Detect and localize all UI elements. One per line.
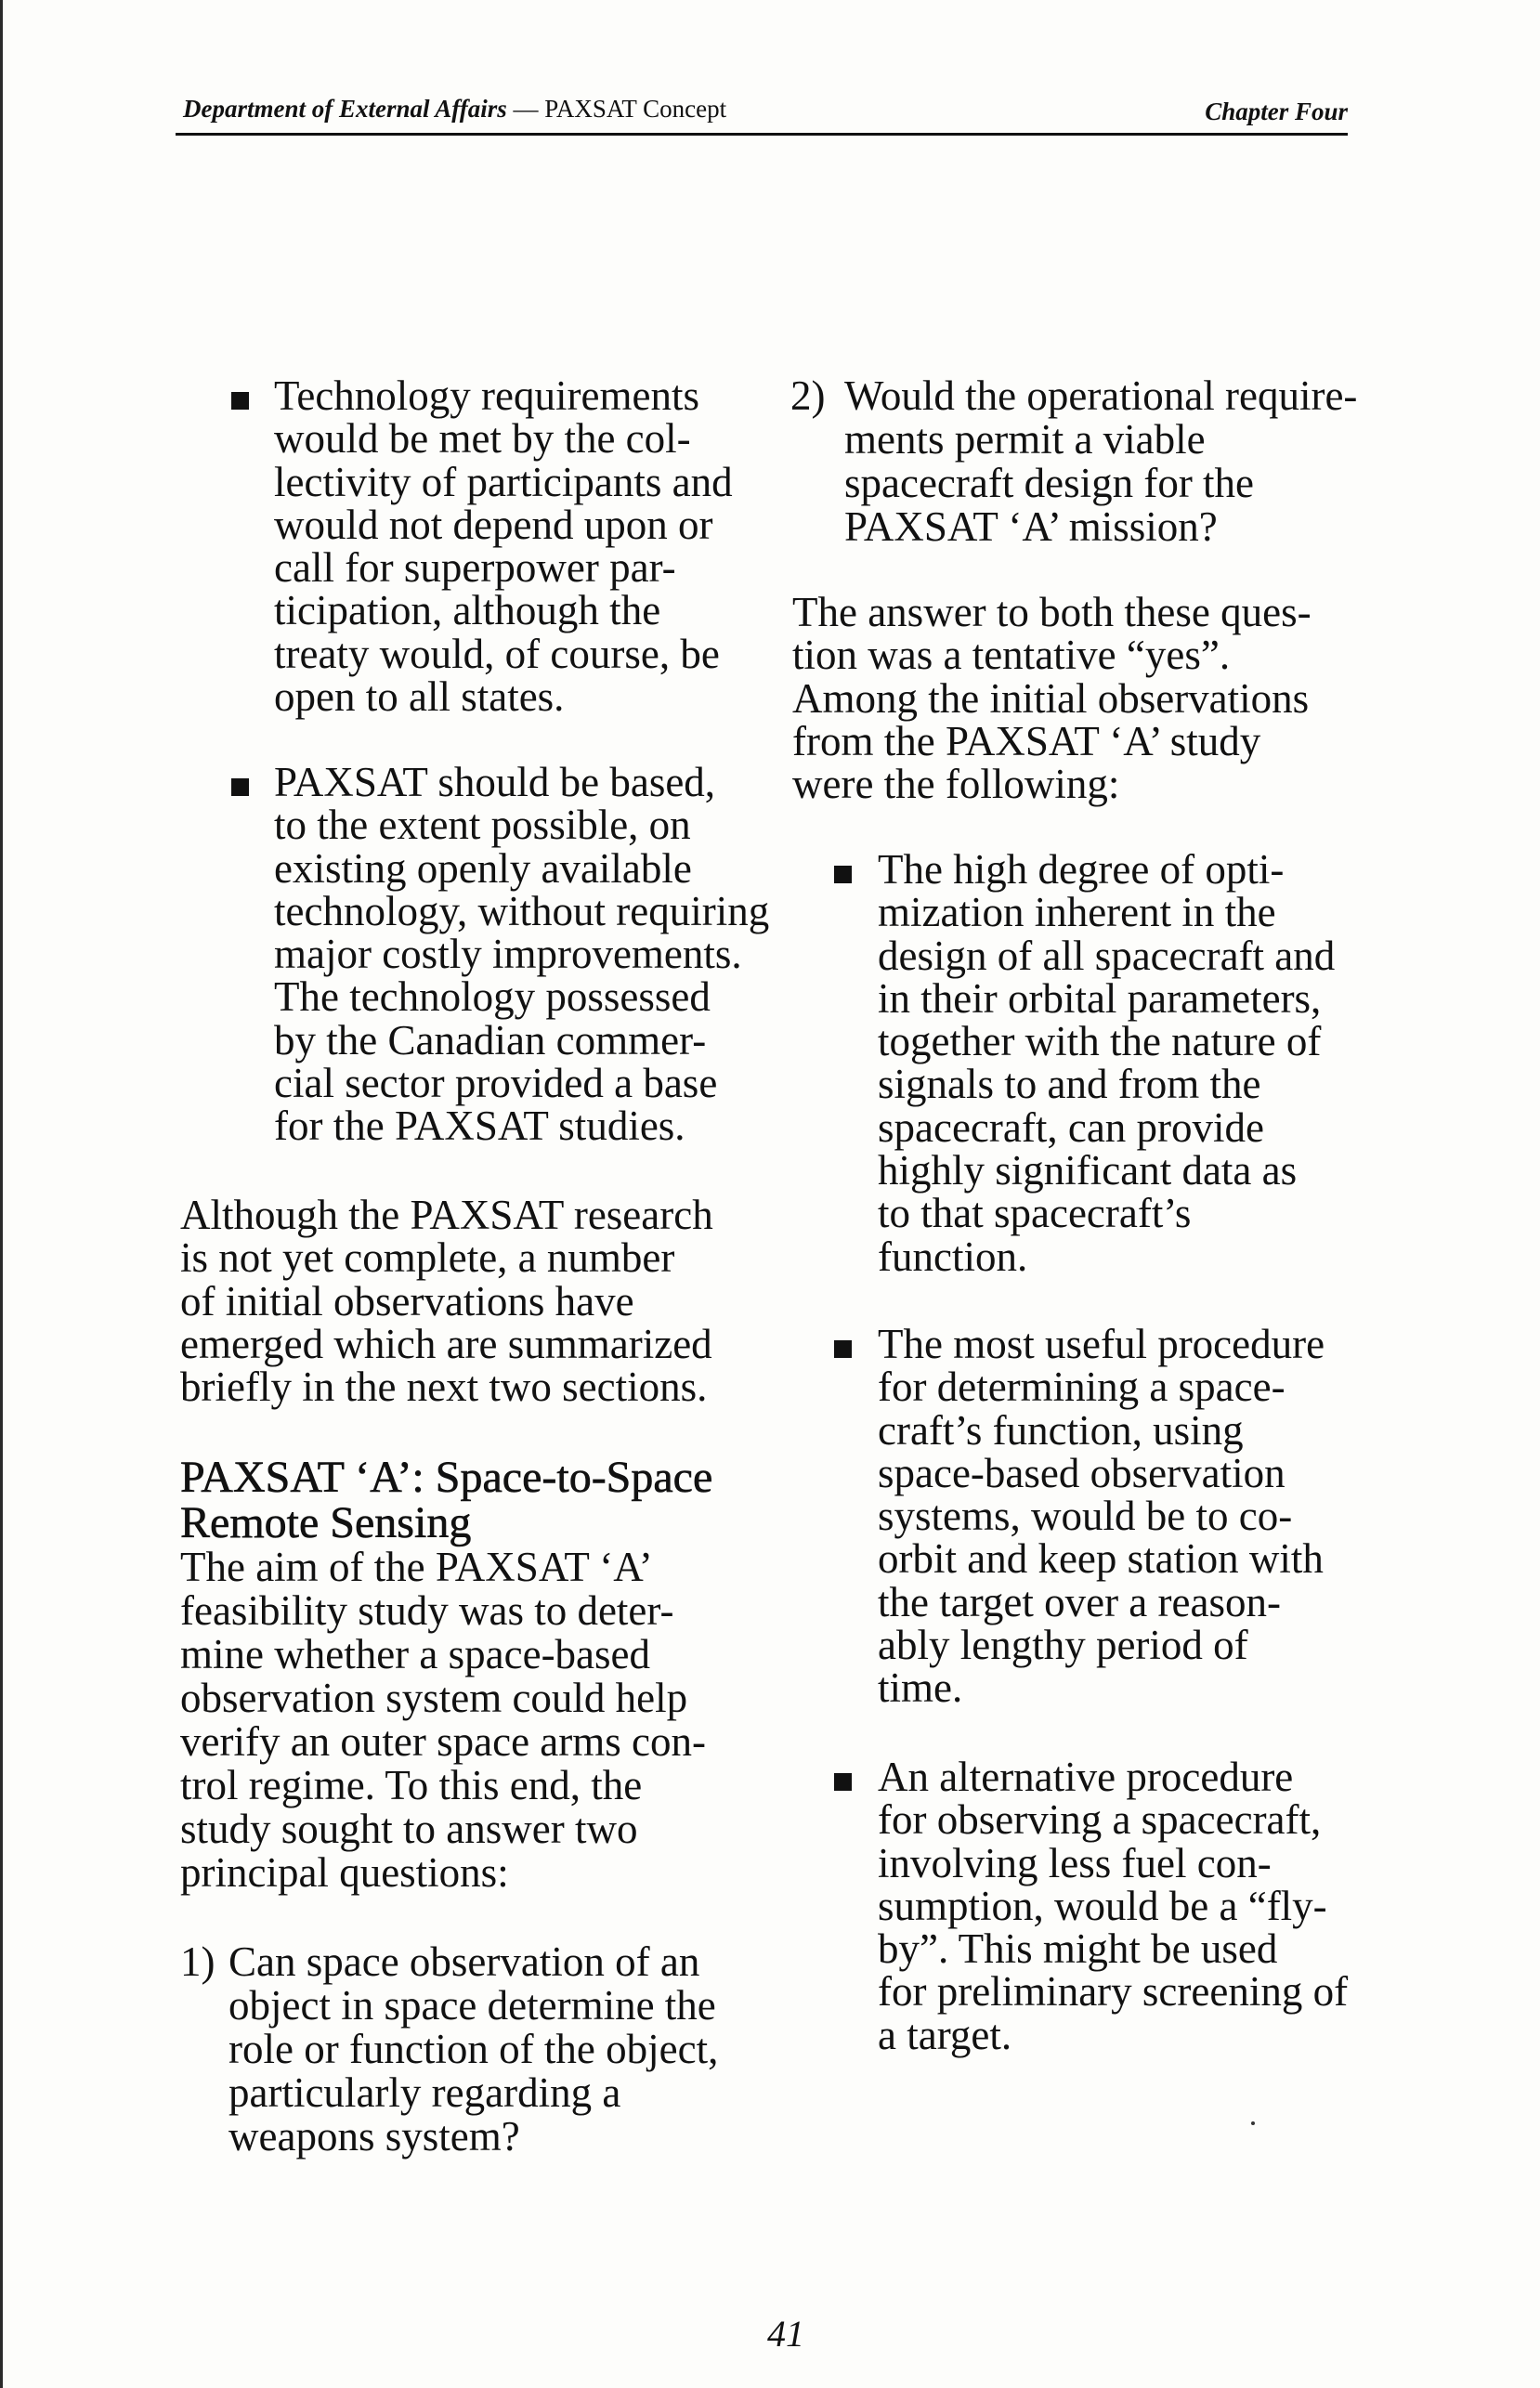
bullet-item xyxy=(834,846,1336,1280)
running-header xyxy=(183,94,726,124)
item-number: 1) xyxy=(180,1938,215,1985)
item-number: 2) xyxy=(790,372,826,419)
paragraph: The aim of the PAXSAT ‘A’ feasibility study was to deter- mine whether a space-based observation system could help verify an outer space arms con- trol regime. To this end, the study sought to answer two principal questions: xyxy=(180,1544,706,1896)
numbered-item xyxy=(180,1938,719,2160)
bullet-item xyxy=(231,759,770,1150)
bullet-text: PAXSAT should be based, to the extent possible, on existing openly available technology, without requiring major costly improvements. The technology possessed by the Canadian commer- cial sector provided a base for the PAXSAT studies. xyxy=(274,759,770,1150)
bullet-item xyxy=(834,1754,1349,2058)
paragraph: Although the PAXSAT research is not yet complete, a number of initial observations have emerged which are summarized briefly in the next two sections. xyxy=(180,1192,713,1411)
header-department: Department of External Affairs xyxy=(183,95,507,123)
bullet-item xyxy=(231,372,733,721)
scan-speck xyxy=(1251,2121,1255,2125)
item-text: Can space observation of an object in space determine the role or function of the object, particularly regarding a weapons system? xyxy=(228,1938,719,2160)
bullet-text: The high degree of opti- mization inherent in the design of all spacecraft and in their orbital parameters, together with the nature of signals to and from the spacecraft, can provide highly significant data as to that spacecraft’s function. xyxy=(878,846,1336,1280)
bullet-text: The most useful procedure for determining a space- craft’s function, using space-based observation systems, would be to co- orbit and keep station with the target over a reason- ably lengthy period of time. xyxy=(878,1321,1325,1712)
paragraph: The answer to both these ques- tion was a tentative “yes”. Among the initial observations from the PAXSAT ‘A’ study were the following: xyxy=(792,589,1312,808)
bullet-text: An alternative procedure for observing a spacecraft, involving less fuel con- sumption, would be a “fly- by”. This might be used for preliminary screening of a target. xyxy=(878,1754,1349,2058)
bullet-marker xyxy=(231,778,249,796)
header-subtitle: — PAXSAT Concept xyxy=(513,95,727,123)
header-rule xyxy=(176,133,1348,136)
bullet-marker xyxy=(834,1340,852,1358)
numbered-item xyxy=(790,372,1358,550)
header-chapter: Chapter Four xyxy=(1205,98,1348,125)
bullet-item xyxy=(834,1321,1325,1712)
bullet-marker xyxy=(231,392,249,410)
bullet-text: Technology requirements would be met by the col- lectivity of participants and would not depend upon or call for superpower par- ticipation, although the treaty would, of course, be open to all states. xyxy=(274,372,733,721)
bullet-marker xyxy=(834,866,852,883)
section-heading: PAXSAT ‘A’: Space-to-Space Remote Sensing xyxy=(180,1453,713,1547)
bullet-marker xyxy=(834,1773,852,1791)
item-text: Would the operational require- ments permit a viable spacecraft design for the PAXSAT ‘A’ mission? xyxy=(844,372,1358,550)
scan-edge-line xyxy=(0,0,3,2388)
page-number: 41 xyxy=(767,2313,804,2355)
